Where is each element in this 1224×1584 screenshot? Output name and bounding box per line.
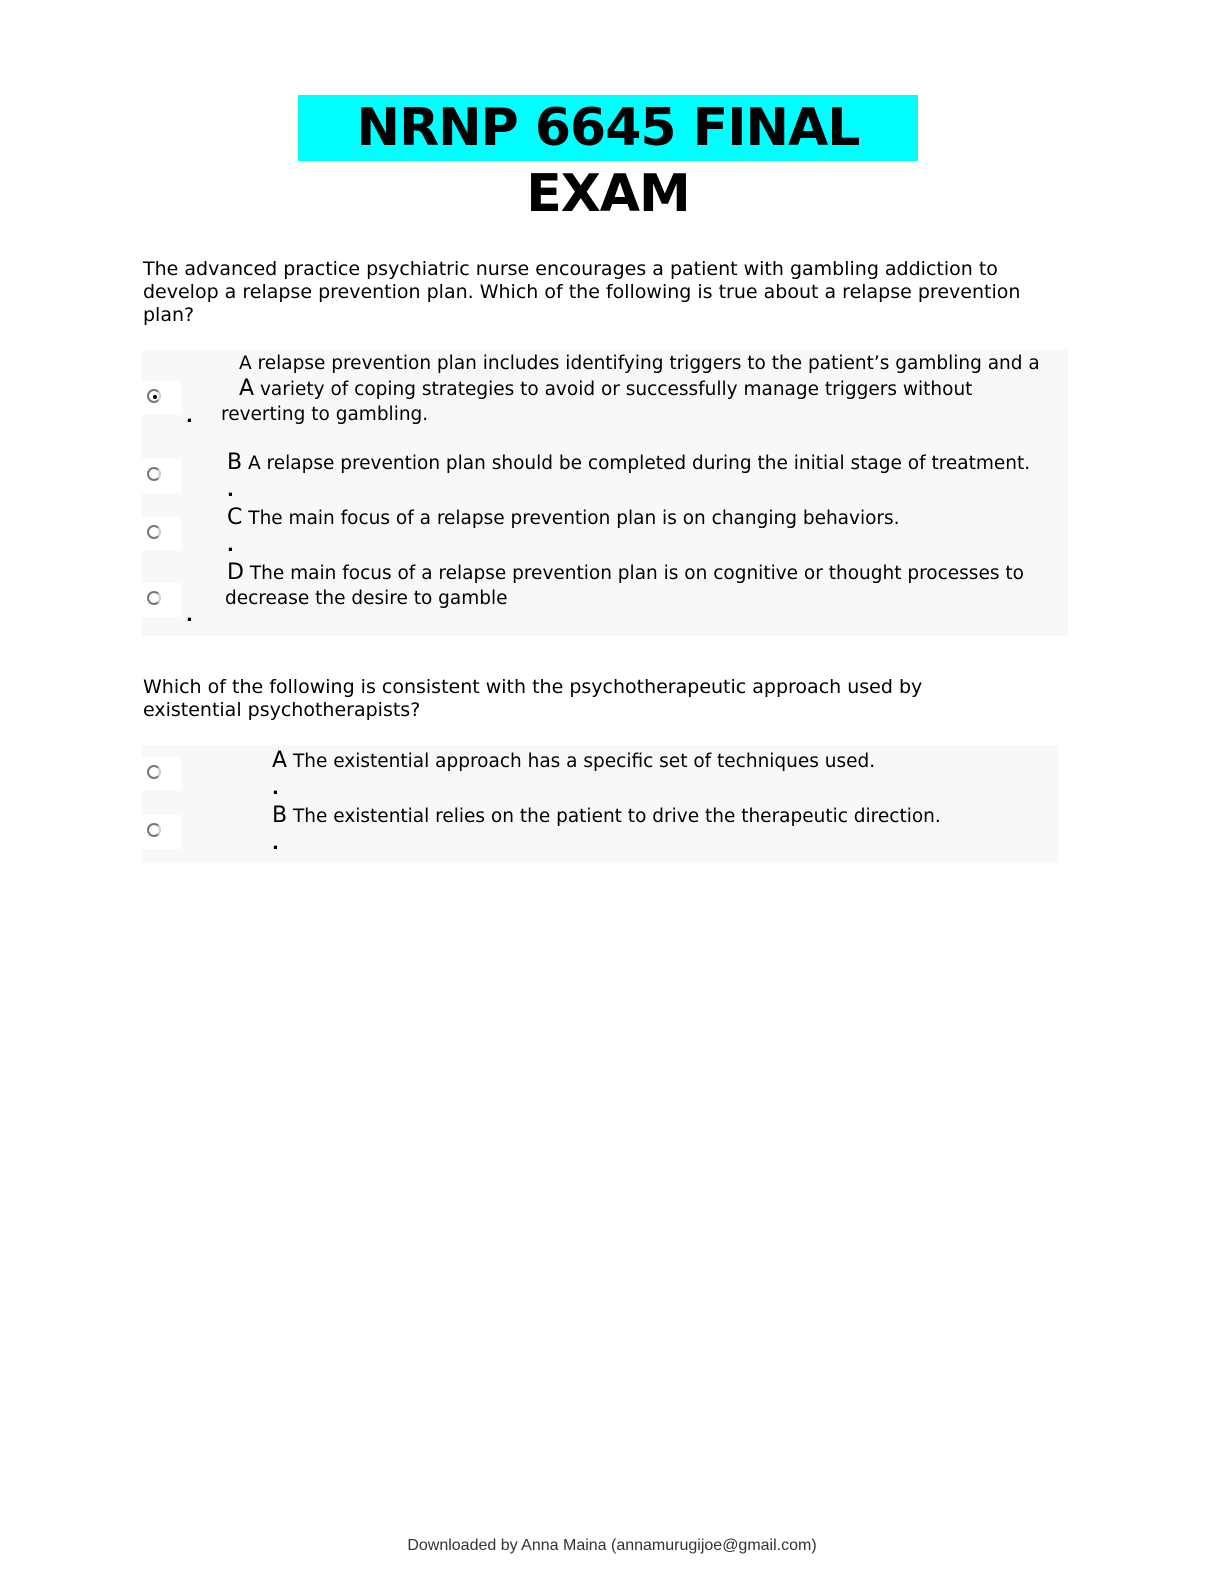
bullet: . [272,833,279,854]
option-2b: B The existential relies on the patient to drive the therapeutic direction. [272,803,941,828]
option-1a-line3: reverting to gambling. [221,404,429,425]
option-1c-radio[interactable] [142,517,182,551]
bullet: . [186,605,193,626]
radio-icon [147,591,161,605]
radio-icon [147,765,161,779]
option-1d-line2: decrease the desire to gamble [225,588,508,609]
option-letter: A [239,376,255,401]
option-2a: A The existential approach has a specific set of techniques used. [272,748,876,773]
option-1d: D The main focus of a relapse prevention plan is on cognitive or thought processes to [227,560,1024,585]
radio-icon [147,823,161,837]
option-1b: B A relapse prevention plan should be completed during the initial stage of treatment. [227,450,1031,475]
option-2b-radio[interactable] [142,815,182,849]
question-1-text: The advanced practice psychiatric nurse encourages a patient with gambling addiction to develop a relapse prevention plan. Which of the following is true about a relapse prevention plan? [143,258,1021,326]
option-1a-line2 [239,376,972,402]
bullet: . [272,778,279,799]
question-2-text: Which of the following is consistent with the psychotherapeutic approach used by existential psychotherapists? [143,676,923,721]
option-1c: C The main focus of a relapse prevention plan is on changing behaviors. [227,505,900,530]
radio-icon [147,467,161,481]
option-text: variety of coping strategies to avoid or successfully manage triggers without [259,379,973,400]
bullet: . [227,480,234,501]
bullet: . [227,535,234,556]
exam-title: NRNP 6645 FINAL EXAM [298,95,918,161]
option-1d-radio[interactable] [142,583,182,617]
option-1b-radio[interactable] [142,459,182,493]
option-2a-radio[interactable] [142,757,182,791]
option-1a-radio[interactable] [142,381,182,415]
option-1a-line1: A relapse prevention plan includes identifying triggers to the patient’s gambling and a [239,353,1040,374]
radio-icon [147,525,161,539]
bullet: . [186,406,193,427]
download-footer: Downloaded by Anna Maina (annamurugijoe@gmail.com) [407,1537,817,1554]
radio-selected-icon [147,389,161,403]
